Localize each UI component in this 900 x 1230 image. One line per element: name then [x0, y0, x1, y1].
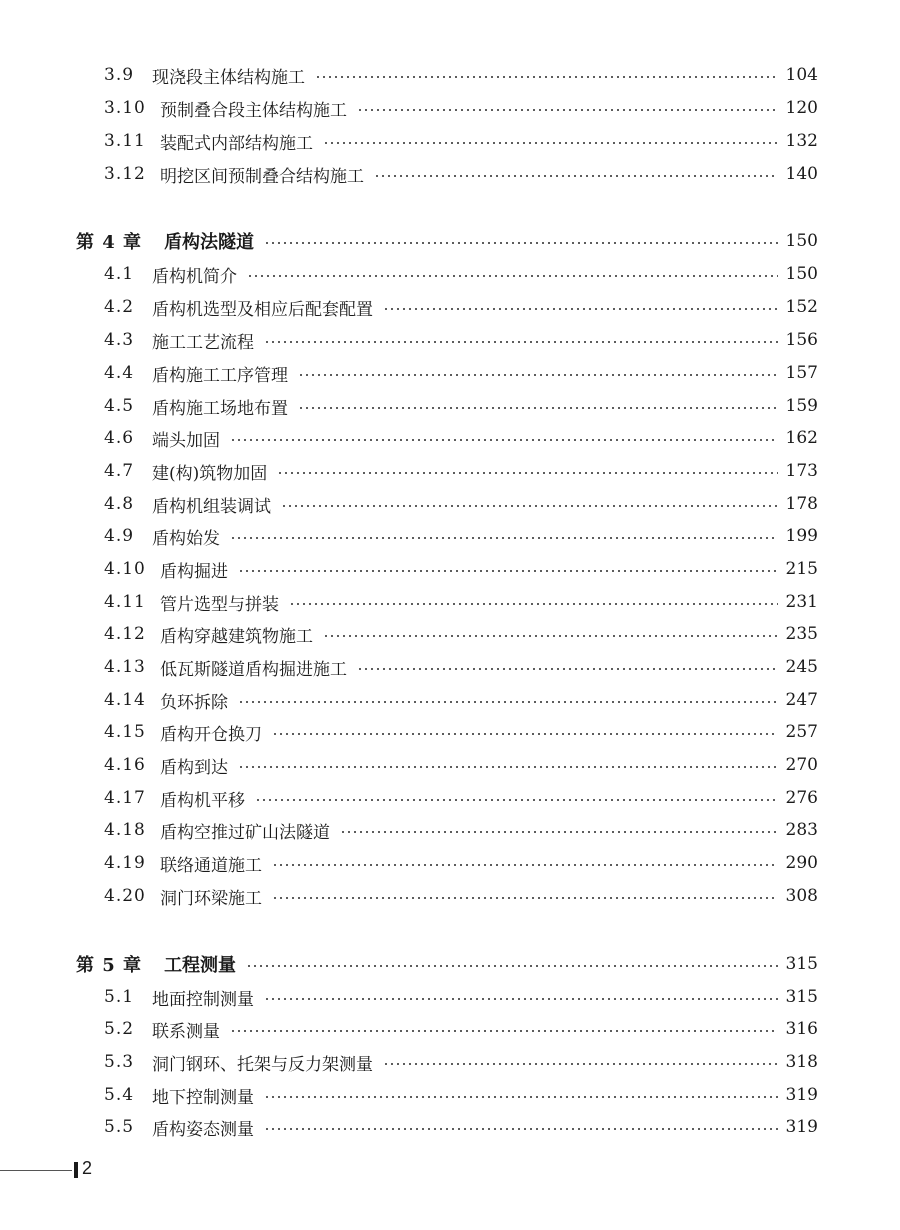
- entry-page: 178: [785, 494, 818, 514]
- entry-title: 现浇段主体结构施工: [152, 67, 305, 88]
- entry-number: 4.5: [104, 396, 135, 416]
- entry-number: 4.12: [104, 624, 146, 644]
- entry-title: 明挖区间预制叠合结构施工: [160, 166, 364, 187]
- dot-leader: [272, 733, 778, 735]
- entry-number: 4.11: [104, 592, 146, 612]
- chapter-title: 工程测量: [164, 955, 237, 976]
- entry-number: 3.10: [104, 98, 146, 118]
- dot-leader: [230, 1030, 778, 1032]
- entry-number: 4.7: [104, 461, 135, 481]
- toc-entry[interactable]: [104, 982, 818, 1012]
- entry-page: 162: [785, 428, 818, 448]
- dot-leader: [357, 668, 778, 670]
- dot-leader: [264, 998, 778, 1000]
- entry-page: 152: [785, 297, 818, 317]
- toc-entry[interactable]: [104, 717, 818, 747]
- toc-entry[interactable]: [104, 325, 818, 355]
- toc-entry[interactable]: [104, 292, 818, 322]
- entry-page: 156: [785, 330, 818, 350]
- dot-leader: [281, 505, 778, 507]
- dot-leader: [277, 472, 777, 474]
- toc-entry[interactable]: [104, 848, 818, 878]
- entry-page: 120: [785, 98, 818, 118]
- entry-title: 施工工艺流程: [152, 332, 254, 353]
- entry-title: 盾构机简介: [152, 266, 237, 287]
- dot-leader: [298, 407, 778, 409]
- entry-page: 173: [785, 461, 818, 481]
- entry-number: 4.10: [104, 559, 146, 579]
- entry-page: 157: [785, 363, 818, 383]
- entry-title: 地面控制测量: [152, 989, 254, 1010]
- entry-number: 4.20: [104, 886, 146, 906]
- entry-number: 5.2: [104, 1019, 135, 1039]
- dot-leader: [383, 308, 778, 310]
- chapter-heading[interactable]: [76, 226, 818, 256]
- dot-leader: [238, 701, 778, 703]
- entry-number: 5.4: [104, 1085, 135, 1105]
- entry-page: 276: [785, 788, 818, 808]
- toc-entry[interactable]: [104, 554, 818, 584]
- dot-leader: [238, 766, 778, 768]
- entry-number: 4.15: [104, 722, 146, 742]
- dot-leader: [374, 175, 778, 177]
- dot-leader: [323, 635, 778, 637]
- toc-entry[interactable]: [104, 815, 818, 845]
- dot-leader: [272, 897, 778, 899]
- entry-title: 洞门钢环、托架与反力架测量: [152, 1054, 373, 1075]
- entry-title: 盾构始发: [152, 528, 220, 549]
- entry-number: 4.17: [104, 788, 146, 808]
- dot-leader: [264, 341, 778, 343]
- entry-number: 4.9: [104, 526, 135, 546]
- entry-title: 端头加固: [152, 430, 220, 451]
- entry-title: 预制叠合段主体结构施工: [160, 100, 347, 121]
- entry-page: 245: [785, 657, 818, 677]
- entry-page: 319: [785, 1085, 818, 1105]
- entry-title: 盾构施工场地布置: [152, 398, 288, 419]
- entry-number: 4.19: [104, 853, 146, 873]
- entry-number: 4.14: [104, 690, 146, 710]
- entry-title: 建(构)筑物加固: [152, 463, 268, 484]
- dot-leader: [289, 603, 778, 605]
- chapter-heading[interactable]: [76, 949, 818, 979]
- chapter-page: 150: [785, 231, 818, 251]
- dot-leader: [298, 374, 778, 376]
- entry-title: 盾构机选型及相应后配套配置: [152, 299, 373, 320]
- toc-entry[interactable]: [104, 1047, 818, 1077]
- dot-leader: [357, 109, 778, 111]
- dot-leader: [238, 570, 778, 572]
- toc-entry[interactable]: [104, 423, 818, 453]
- toc-entry[interactable]: [104, 1112, 818, 1142]
- toc-entry[interactable]: [104, 159, 818, 189]
- entry-title: 盾构机平移: [160, 790, 245, 811]
- toc-entry[interactable]: [104, 881, 818, 911]
- dot-leader: [246, 965, 777, 967]
- toc-entry[interactable]: [104, 358, 818, 388]
- entry-title: 盾构施工工序管理: [152, 365, 288, 386]
- chapter-number: 第 4 章: [76, 232, 143, 253]
- chapter-page: 315: [785, 954, 818, 974]
- chapter-title: 盾构法隧道: [164, 232, 255, 253]
- dot-leader: [230, 537, 778, 539]
- entry-page: 132: [785, 131, 818, 151]
- entry-number: 4.4: [104, 363, 135, 383]
- toc-entry[interactable]: [104, 521, 818, 551]
- entry-page: 159: [785, 396, 818, 416]
- entry-page: 257: [785, 722, 818, 742]
- entry-page: 235: [785, 624, 818, 644]
- entry-page: 104: [785, 65, 818, 85]
- toc-entry[interactable]: [104, 587, 818, 617]
- entry-title: 盾构机组装调试: [152, 496, 271, 517]
- entry-page: 290: [785, 853, 818, 873]
- entry-page: 283: [785, 820, 818, 840]
- entry-page: 315: [785, 987, 818, 1007]
- toc-entry[interactable]: [104, 60, 818, 90]
- entry-number: 5.5: [104, 1117, 135, 1137]
- toc-entry[interactable]: [104, 619, 818, 649]
- entry-page: 199: [785, 526, 818, 546]
- toc-entry[interactable]: [104, 1080, 818, 1110]
- entry-page: 308: [785, 886, 818, 906]
- entry-page: 215: [785, 559, 818, 579]
- dot-leader: [247, 275, 778, 277]
- footer-page-number: 2: [82, 1158, 93, 1178]
- entry-title: 盾构姿态测量: [152, 1119, 254, 1140]
- entry-title: 盾构开仓换刀: [160, 724, 262, 745]
- dot-leader: [383, 1063, 778, 1065]
- entry-page: 270: [785, 755, 818, 775]
- dot-leader: [264, 1096, 778, 1098]
- entry-number: 4.13: [104, 657, 146, 677]
- chapter-number: 第 5 章: [76, 955, 143, 976]
- dot-leader: [255, 799, 778, 801]
- toc-entry[interactable]: [104, 489, 818, 519]
- entry-title: 负环拆除: [160, 692, 228, 713]
- entry-page: 319: [785, 1117, 818, 1137]
- dot-leader: [340, 831, 778, 833]
- entry-number: 3.12: [104, 164, 146, 184]
- entry-page: 247: [785, 690, 818, 710]
- dot-leader: [323, 142, 778, 144]
- entry-number: 4.3: [104, 330, 135, 350]
- toc-entry[interactable]: [104, 652, 818, 682]
- entry-title: 盾构到达: [160, 757, 228, 778]
- entry-number: 4.18: [104, 820, 146, 840]
- entry-page: 140: [785, 164, 818, 184]
- entry-page: 318: [785, 1052, 818, 1072]
- entry-title: 装配式内部结构施工: [160, 133, 313, 154]
- dot-leader: [272, 864, 778, 866]
- entry-number: 4.1: [104, 264, 135, 284]
- toc-entry[interactable]: [104, 93, 818, 123]
- dot-leader: [230, 439, 778, 441]
- toc-entry[interactable]: [104, 391, 818, 421]
- toc-entry[interactable]: [104, 750, 818, 780]
- entry-number: 4.2: [104, 297, 135, 317]
- toc-entry[interactable]: [104, 1014, 818, 1044]
- toc-entry[interactable]: [104, 456, 818, 486]
- entry-title: 管片选型与拼装: [160, 594, 279, 615]
- dot-leader: [264, 1128, 778, 1130]
- entry-title: 盾构空推过矿山法隧道: [160, 822, 330, 843]
- entry-title: 低瓦斯隧道盾构掘进施工: [160, 659, 347, 680]
- toc-entry[interactable]: [104, 259, 818, 289]
- entry-number: 5.3: [104, 1052, 135, 1072]
- entry-title: 盾构穿越建筑物施工: [160, 626, 313, 647]
- toc-entry[interactable]: [104, 783, 818, 813]
- toc-entry[interactable]: [104, 126, 818, 156]
- toc-entry[interactable]: [104, 685, 818, 715]
- entry-page: 150: [785, 264, 818, 284]
- entry-title: 联络通道施工: [160, 855, 262, 876]
- entry-title: 地下控制测量: [152, 1087, 254, 1108]
- footer-rule: [0, 1170, 72, 1171]
- entry-number: 3.9: [104, 65, 135, 85]
- dot-leader: [264, 242, 777, 244]
- footer-bar: [74, 1162, 78, 1178]
- entry-page: 316: [785, 1019, 818, 1039]
- entry-title: 联系测量: [152, 1021, 220, 1042]
- entry-number: 4.6: [104, 428, 135, 448]
- dot-leader: [315, 76, 778, 78]
- entry-number: 3.11: [104, 131, 146, 151]
- entry-number: 4.16: [104, 755, 146, 775]
- entry-number: 5.1: [104, 987, 135, 1007]
- entry-page: 231: [785, 592, 818, 612]
- entry-title: 盾构掘进: [160, 561, 228, 582]
- entry-title: 洞门环梁施工: [160, 888, 262, 909]
- entry-number: 4.8: [104, 494, 135, 514]
